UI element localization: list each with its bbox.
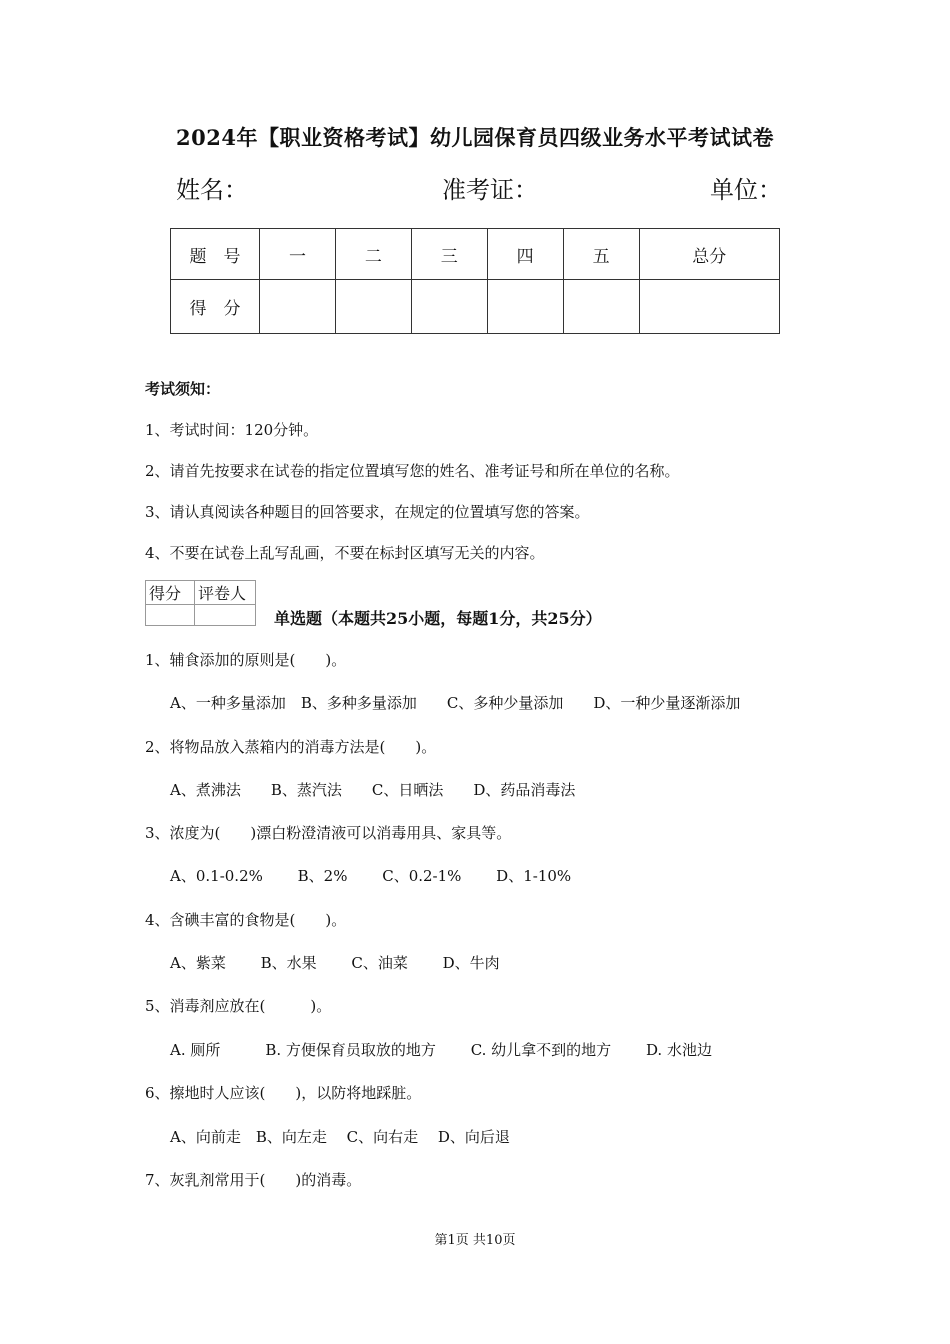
notice-item: 1、考试时间：120分钟。 [145, 421, 319, 439]
name-label: 姓名： [176, 176, 248, 204]
score-header-cell: 四 [487, 229, 563, 280]
grader-reviewer-label: 评卷人 [195, 581, 256, 605]
score-header-cell: 题 号 [171, 229, 260, 280]
unit-label: 单位： [710, 176, 782, 204]
score-header-cell: 二 [335, 229, 411, 280]
score-cell[interactable] [639, 280, 779, 334]
score-table [170, 228, 780, 334]
score-header-cell: 总分 [639, 229, 779, 280]
question-options: A、0.1-0.2% B、2% C、0.2-1% D、1-10% [170, 867, 572, 885]
page-footer: 第1页 共10页 [434, 1233, 516, 1248]
score-table-header-row [171, 229, 780, 280]
grader-score-label: 得分 [146, 581, 195, 605]
score-header-cell: 一 [260, 229, 336, 280]
score-cell[interactable] [260, 280, 336, 334]
question-options: A、煮沸法 B、蒸汽法 C、日晒法 D、药品消毒法 [170, 781, 576, 799]
question-text: 3、浓度为( )漂白粉澄清液可以消毒用具、家具等。 [145, 824, 512, 842]
question-text: 7、灰乳剂常用于( )的消毒。 [145, 1171, 362, 1189]
grader-box [145, 580, 256, 626]
score-cell[interactable] [563, 280, 639, 334]
question-options: A. 厕所 B. 方便保育员取放的地方 C. 幼儿拿不到的地方 D. 水池边 [170, 1041, 712, 1059]
question-options: A、一种多量添加 B、多种多量添加 C、多种少量添加 D、一种少量逐渐添加 [170, 694, 741, 712]
grader-score-cell[interactable] [146, 605, 195, 626]
score-cell[interactable] [411, 280, 487, 334]
question-text: 1、辅食添加的原则是( )。 [145, 651, 347, 669]
score-header-cell: 五 [563, 229, 639, 280]
score-row-label: 得 分 [171, 280, 260, 334]
question-text: 4、含碘丰富的食物是( )。 [145, 911, 347, 929]
notice-item: 4、不要在试卷上乱写乱画，不要在标封区填写无关的内容。 [145, 544, 545, 562]
grader-reviewer-cell[interactable] [195, 605, 256, 626]
score-cell[interactable] [335, 280, 411, 334]
score-header-cell: 三 [411, 229, 487, 280]
score-cell[interactable] [487, 280, 563, 334]
notice-item: 2、请首先按要求在试卷的指定位置填写您的姓名、准考证号和所在单位的名称。 [145, 462, 680, 480]
notice-heading: 考试须知： [145, 380, 221, 398]
score-table-score-row [171, 280, 780, 334]
notice-item: 3、请认真阅读各种题目的回答要求，在规定的位置填写您的答案。 [145, 503, 590, 521]
question-options: A、向前走 B、向左走 C、向右走 D、向后退 [170, 1128, 510, 1146]
question-text: 5、消毒剂应放在( )。 [145, 997, 332, 1015]
section-title: 单选题（本题共25小题，每题1分，共25分） [274, 609, 602, 628]
question-options: A、紫菜 B、水果 C、油菜 D、牛肉 [170, 954, 500, 972]
exam-title: 2024年【职业资格考试】幼儿园保育员四级业务水平考试试卷 [176, 125, 774, 150]
question-text: 2、将物品放入蒸箱内的消毒方法是( )。 [145, 738, 437, 756]
question-text: 6、擦地时人应该( )，以防将地踩脏。 [145, 1084, 422, 1102]
exam-id-label: 准考证： [442, 176, 538, 204]
